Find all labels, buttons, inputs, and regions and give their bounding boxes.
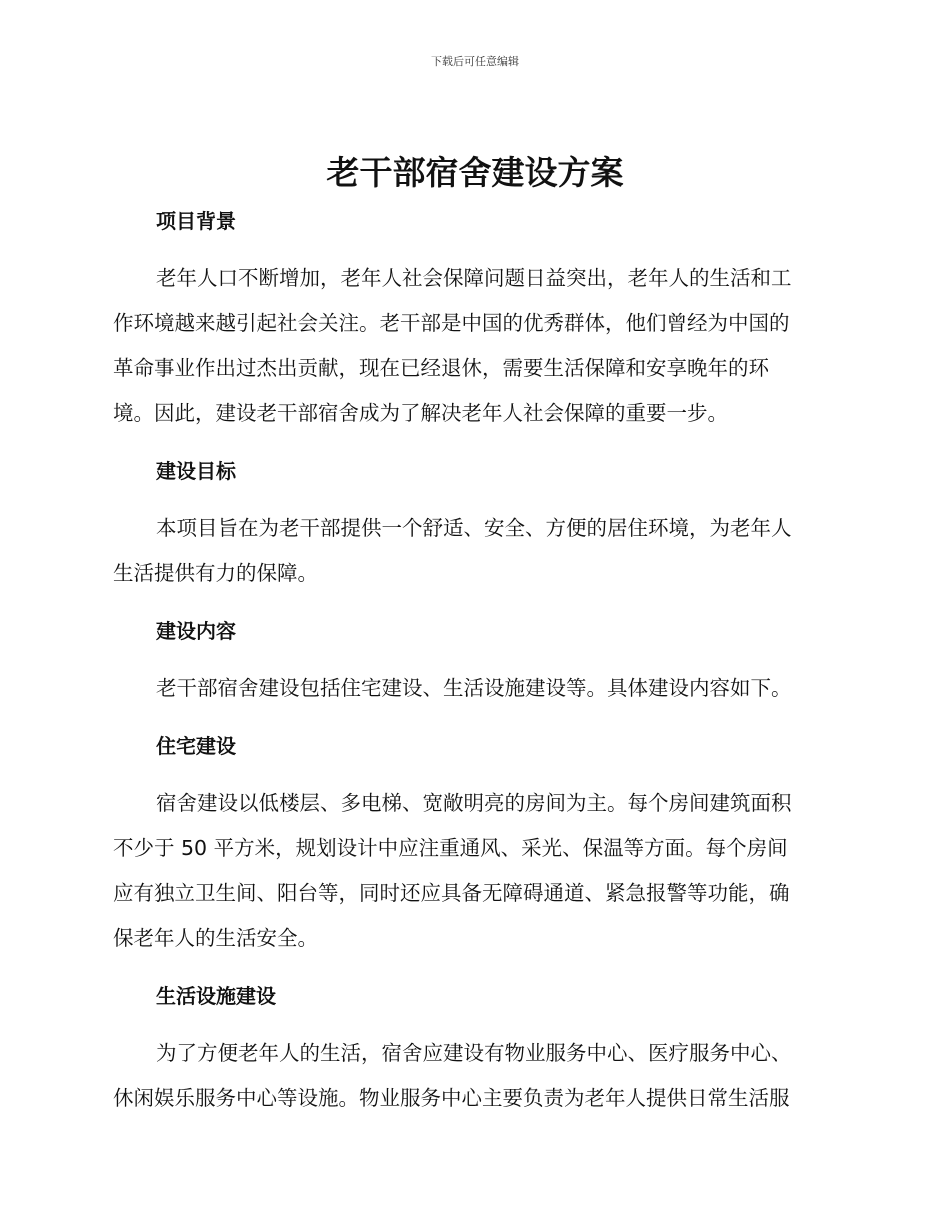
paragraph-line: 宿舍建设以低楼层、多电梯、宽敞明亮的房间为主。每个房间建筑面积 bbox=[156, 791, 792, 815]
paragraph-line: 本项目旨在为老干部提供一个舒适、安全、方便的居住环境，为老年人 bbox=[156, 516, 792, 540]
document-title: 老干部宿舍建设方案 bbox=[326, 153, 624, 192]
paragraph-line: 老干部宿舍建设包括住宅建设、生活设施建设等。具体建设内容如下。 bbox=[156, 676, 792, 700]
section-heading-housing: 住宅建设 bbox=[156, 734, 236, 758]
paragraph-line: 为了方便老年人的生活，宿舍应建设有物业服务中心、医疗服务中心、 bbox=[156, 1041, 792, 1065]
paragraph-line: 境。因此，建设老干部宿舍成为了解决老年人社会保障的重要一步。 bbox=[113, 401, 728, 425]
paragraph-line: 保老年人的生活安全。 bbox=[113, 926, 318, 950]
section-heading-facilities: 生活设施建设 bbox=[156, 984, 276, 1008]
paragraph-line: 老年人口不断增加，老年人社会保障问题日益突出，老年人的生活和工 bbox=[156, 266, 792, 290]
paragraph-line: 生活提供有力的保障。 bbox=[113, 561, 318, 585]
page-header-note: 下载后可任意编辑 bbox=[431, 55, 519, 68]
paragraph-line: 作环境越来越引起社会关注。老干部是中国的优秀群体，他们曾经为中国的 bbox=[113, 311, 790, 335]
section-heading-goals: 建设目标 bbox=[156, 459, 236, 483]
paragraph-line: 应有独立卫生间、阳台等，同时还应具备无障碍通道、紧急报警等功能，确 bbox=[113, 881, 790, 905]
paragraph-line: 休闲娱乐服务中心等设施。物业服务中心主要负责为老年人提供日常生活服 bbox=[113, 1086, 790, 1110]
paragraph-line: 革命事业作出过杰出贡献，现在已经退休，需要生活保障和安享晚年的环 bbox=[113, 356, 769, 380]
paragraph-line: 不少于 50 平方米，规划设计中应注重通风、采光、保温等方面。每个房间 bbox=[113, 836, 788, 860]
section-heading-content: 建设内容 bbox=[156, 619, 236, 643]
section-heading-background: 项目背景 bbox=[156, 209, 236, 233]
